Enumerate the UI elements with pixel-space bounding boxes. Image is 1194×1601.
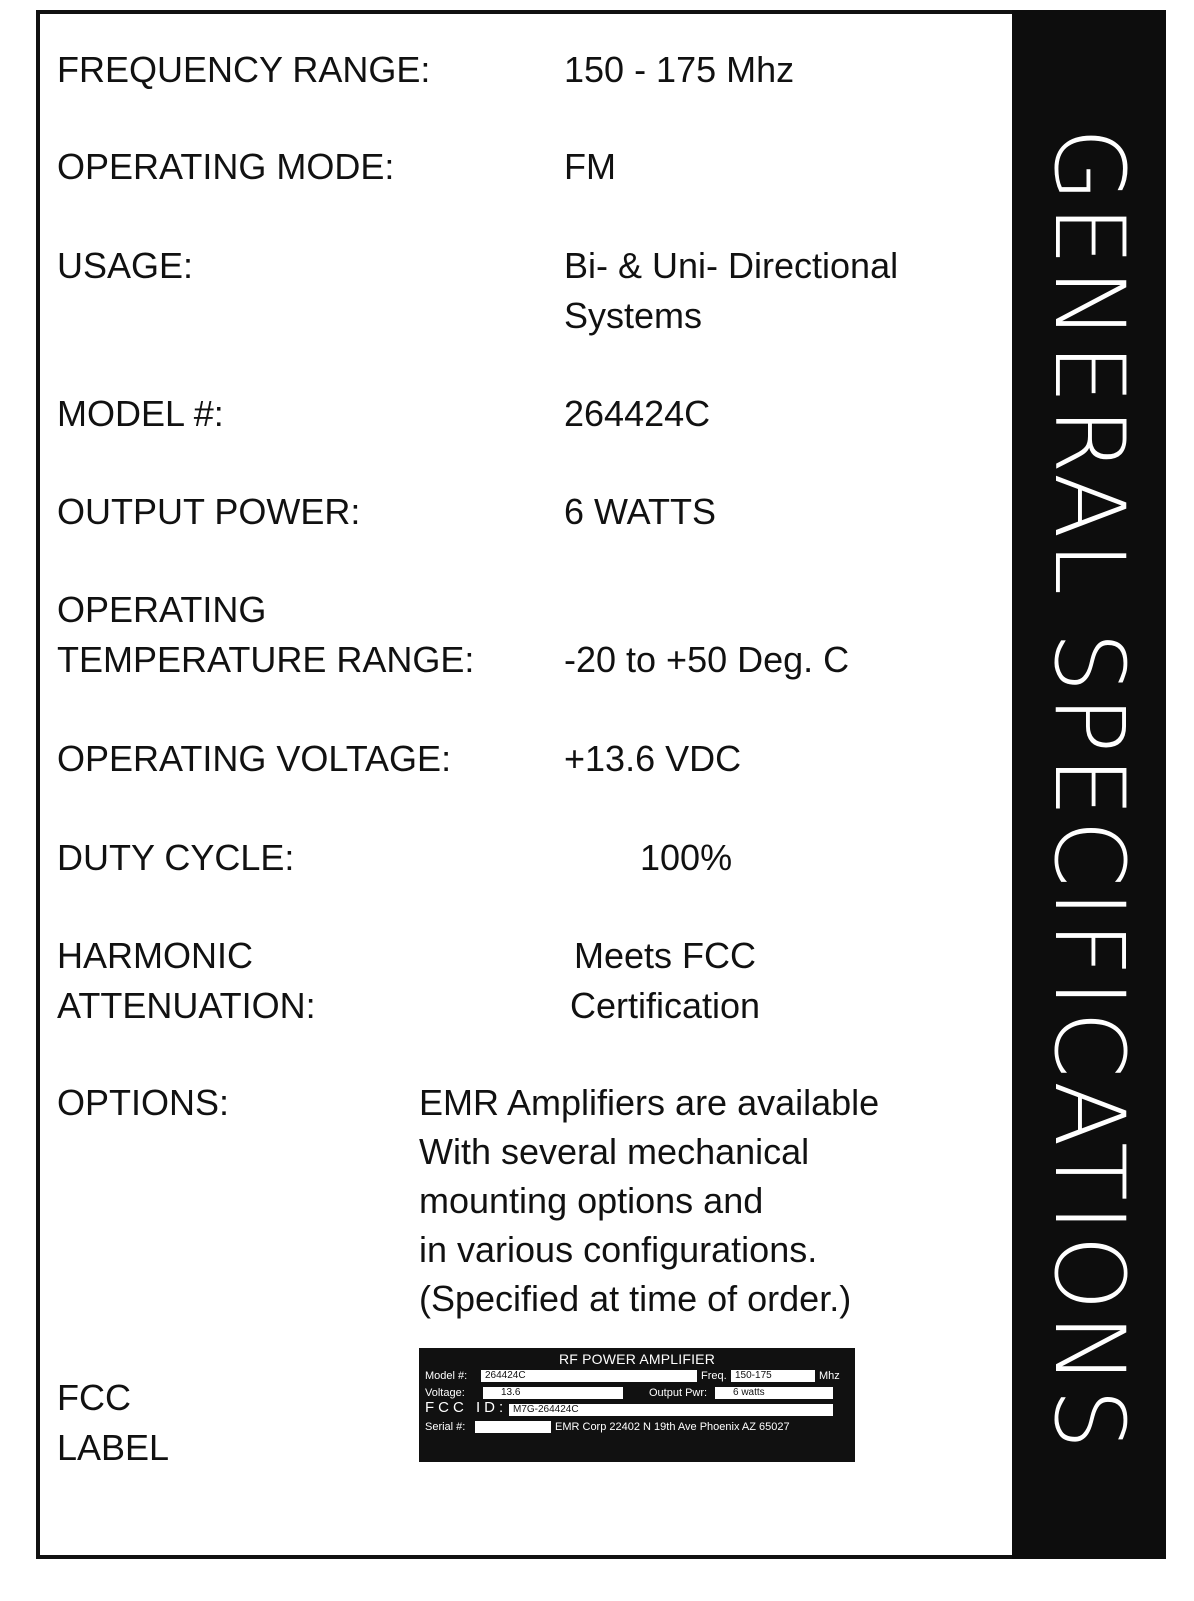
fcc-id-value: M7G-264424C — [509, 1404, 833, 1416]
spec-value-harmonic-attenuation: Meets FCC Certification — [569, 935, 761, 1026]
spec-label-operating-voltage: OPERATING VOLTAGE: — [57, 738, 452, 779]
spec-label-duty-cycle: DUTY CYCLE: — [57, 837, 295, 878]
fcc-output-value: 6 watts — [715, 1387, 833, 1399]
fcc-company-address: EMR Corp 22402 N 19th Ave Phoenix AZ 65027 — [555, 1421, 790, 1433]
spec-value-operating-mode: FM — [564, 146, 616, 187]
fcc-model-label: Model #: — [425, 1370, 468, 1382]
spec-value-operating-voltage: +13.6 VDC — [564, 738, 742, 779]
spec-label-harmonic-attenuation: HARMONIC ATTENUATION: — [57, 935, 316, 1026]
spec-label-operating-mode: OPERATING MODE: — [57, 146, 395, 187]
spec-label-temperature-range: OPERATING TEMPERATURE RANGE: — [57, 589, 475, 680]
fcc-model-value: 264424C — [481, 1370, 697, 1382]
fcc-label-line-model — [425, 1368, 849, 1385]
spec-value-output-power: 6 WATTS — [564, 491, 716, 532]
spec-value-frequency: 150 - 175 Mhz — [564, 49, 795, 90]
fcc-label-plate — [419, 1348, 855, 1462]
spec-label-frequency: FREQUENCY RANGE: — [57, 49, 431, 90]
fcc-label-title: RF POWER AMPLIFIER — [558, 1351, 716, 1367]
spec-label-usage: USAGE: — [57, 245, 194, 286]
side-title-band — [1012, 10, 1166, 1559]
spec-value-duty-cycle: 100% — [640, 837, 733, 878]
spec-label-output-power: OUTPUT POWER: — [57, 491, 361, 532]
fcc-freq-unit: Mhz — [819, 1370, 840, 1382]
fcc-voltage-value: 13.6 — [483, 1387, 623, 1399]
fcc-id-label: FCC ID: — [425, 1399, 508, 1416]
spec-label-model: MODEL #: — [57, 393, 224, 434]
spec-value-usage: Bi- & Uni- Directional Systems — [564, 245, 899, 336]
fcc-label-line-serial — [425, 1419, 849, 1436]
spec-value-options: EMR Amplifiers are available With several mechanical mounting options and in various configurations. (Specified at time of order.) — [419, 1082, 880, 1319]
spec-label-fcc-label: FCC LABEL — [57, 1377, 170, 1468]
fcc-serial-label: Serial #: — [425, 1421, 466, 1433]
spec-value-temperature-range: -20 to +50 Deg. C — [564, 639, 850, 680]
spec-label-options: OPTIONS: — [57, 1082, 230, 1123]
fcc-output-label: Output Pwr: — [649, 1387, 708, 1399]
fcc-serial-value — [475, 1421, 551, 1433]
fcc-voltage-label: Voltage: — [425, 1387, 465, 1399]
fcc-freq-value: 150-175 — [731, 1370, 815, 1382]
fcc-freq-label: Freq. — [701, 1370, 727, 1382]
fcc-label-line-fccid — [425, 1399, 849, 1419]
side-title: GENERAL SPECIFICATIONS — [1033, 127, 1145, 1453]
spec-value-model: 264424C — [564, 393, 711, 434]
